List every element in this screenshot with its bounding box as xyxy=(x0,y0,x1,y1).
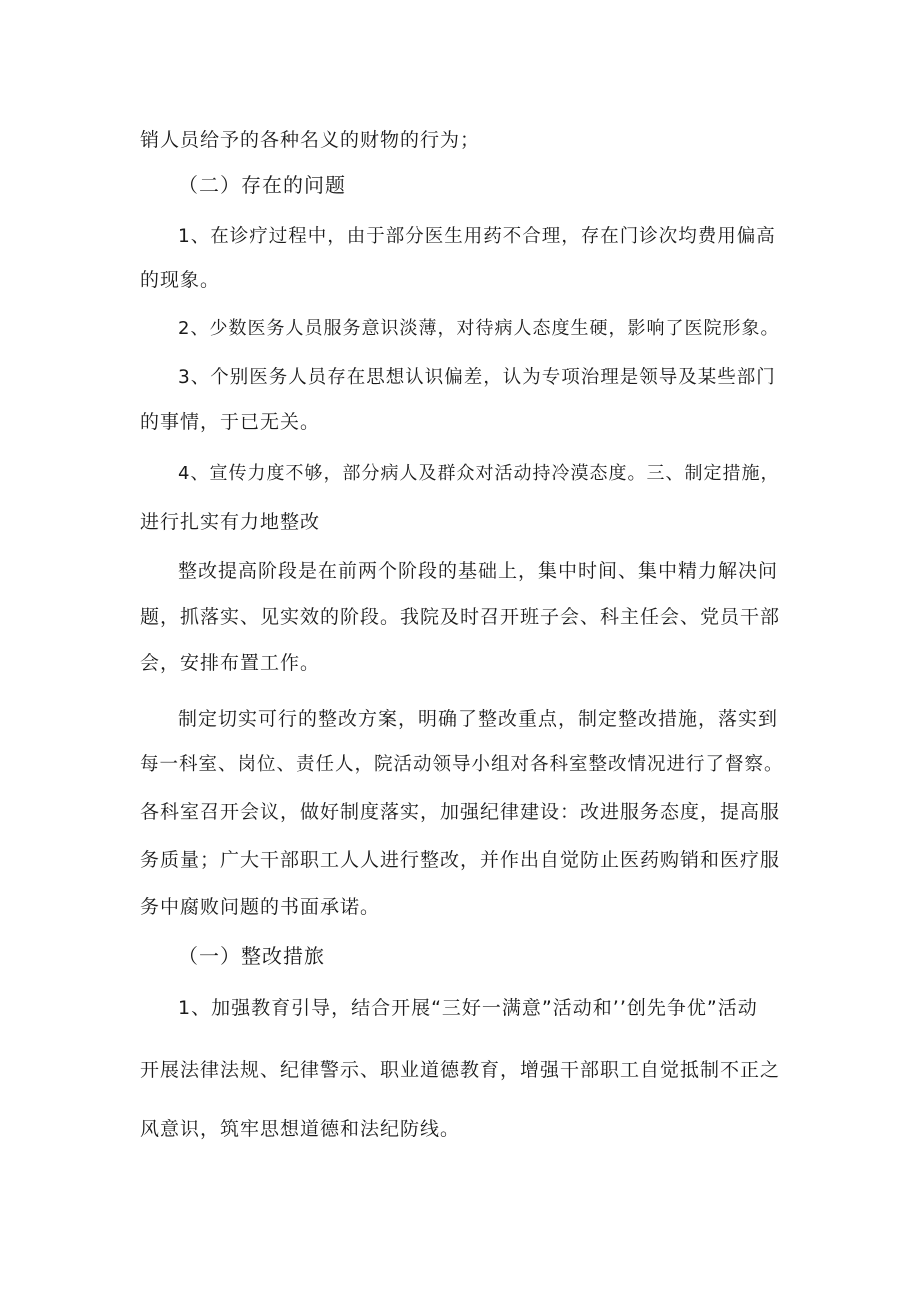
text-line: 务中腐败问题的书面承诺。 xyxy=(140,896,381,918)
section-heading: （二）存在的问题 xyxy=(178,173,346,197)
text-line: 整改提高阶段是在前两个阶段的基础上，集中时间、集中精力解决问 xyxy=(178,560,779,582)
text-line: 每一科室、岗位、责任人，院活动领导小组对各科室整改情况进行了督察。 xyxy=(140,754,784,775)
text-line: 的事情，于已无关。 xyxy=(140,411,321,433)
text-line: 2、少数医务人员服务意识淡薄，对待病人态度生硬，影响了医院形象。 xyxy=(178,318,780,339)
text-line: 开展法律法规、纪律警示、职业道德教育，增强干部职工自觉抵制不正之 xyxy=(140,1059,781,1081)
text-line: 销人员给予的各种名义的财物的行为； xyxy=(140,129,481,151)
text-line: 会，安排布置工作。 xyxy=(140,652,321,674)
text-line: 题，抓落实、见实效的阶段。我院及时召开班子会、科主任会、党员干部 xyxy=(140,606,781,628)
text-line: 的现象。 xyxy=(140,269,221,291)
section-heading: （一）整改措旅 xyxy=(178,944,325,968)
text-line: 风意识，筑牢思想道德和法纪防线。 xyxy=(140,1118,461,1140)
text-line: 进行扎实有力地整改 xyxy=(140,511,321,533)
text-line: 制定切实可行的整改方案，明确了整改重点，制定整改措施，落实到 xyxy=(178,708,779,730)
text-line: 务质量；广大干部职工人人进行整改，并作出自觉防止医药购销和医疗服 xyxy=(140,849,781,871)
text-line: 3、个别医务人员存在思想认识偏差，认为专项治理是领导及某些部门 xyxy=(178,367,776,388)
text-line: 各科室召开会议，做好制度落实，加强纪律建设：改进服务态度，提高服 xyxy=(140,801,781,823)
text-line: 1、加强教育引导，结合开展“三好一满意”活动和’’创先争优”活动 xyxy=(178,997,758,1019)
text-line: 1、在诊疗过程中，由于部分医生用药不合理，存在门诊次均费用偏高 xyxy=(178,226,776,247)
text-line: 4、宣传力度不够，部分病人及群众对活动持冷漠态度。三、制定措施， xyxy=(178,463,780,484)
